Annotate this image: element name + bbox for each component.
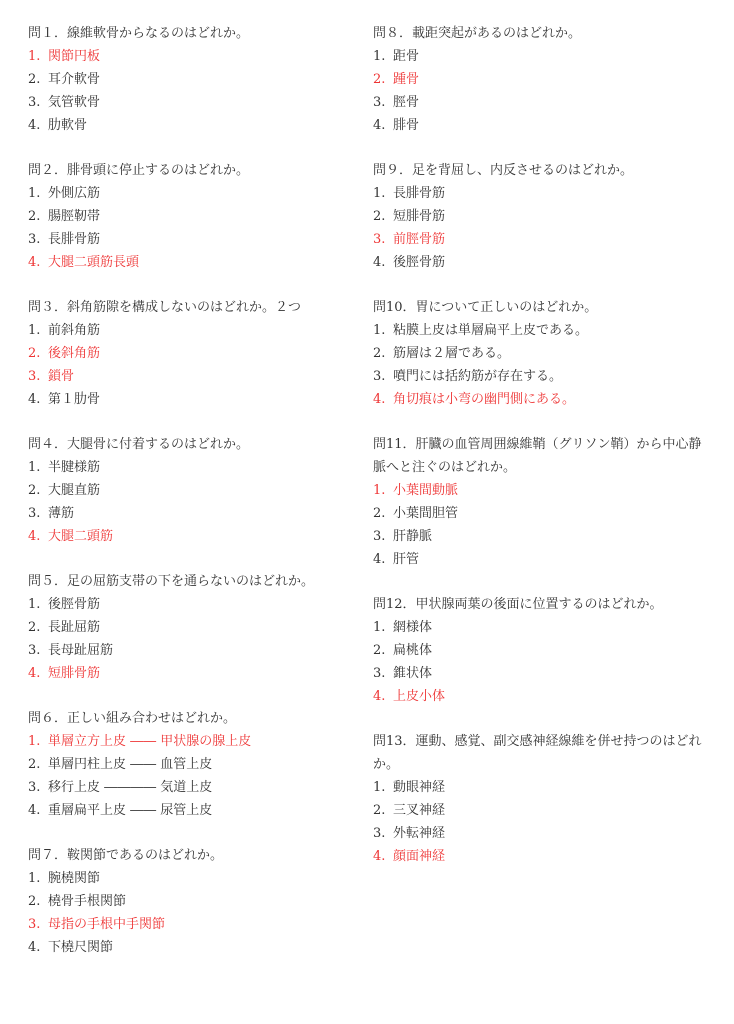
option-text: 錐状体	[393, 666, 433, 681]
option-number: 1.	[28, 49, 41, 64]
option-text: 長趾屈筋	[48, 620, 101, 635]
question-block	[373, 433, 713, 571]
option-text: 大腿二頭筋	[48, 529, 114, 544]
option-number: 2.	[28, 483, 41, 498]
answer-option	[28, 799, 348, 822]
option-number: 2.	[28, 209, 41, 224]
option-number: 2.	[373, 506, 386, 521]
option-text: 大腿二頭筋長頭	[48, 255, 140, 270]
option-number: 4.	[373, 392, 386, 407]
option-text: 鎖骨	[48, 369, 75, 384]
option-number: 1.	[28, 460, 41, 475]
option-number: 1.	[373, 620, 386, 635]
question-block	[28, 707, 348, 822]
option-number: 1.	[373, 49, 386, 64]
answer-option	[373, 502, 713, 525]
question-text: 問９．足を背屈し、内反させるのはどれか。	[373, 163, 634, 178]
answer-option	[28, 228, 348, 251]
question-text: 問３．斜角筋隙を構成しないのはどれか。２つ	[28, 300, 302, 315]
answer-option	[28, 388, 348, 411]
option-text: 顔面神経	[393, 849, 446, 864]
option-text: 母指の手根中手関節	[48, 917, 166, 932]
option-text: 脛骨	[393, 95, 420, 110]
option-text: 後斜角筋	[48, 346, 101, 361]
answer-option	[373, 114, 713, 137]
answer-option-correct	[28, 342, 348, 365]
option-number: 3.	[28, 232, 41, 247]
answer-option-correct	[373, 388, 713, 411]
option-number: 4.	[373, 552, 386, 567]
option-text: 小葉間動脈	[393, 483, 459, 498]
option-text: 短腓骨筋	[393, 209, 446, 224]
answer-option-correct	[28, 251, 348, 274]
option-number: 3.	[373, 95, 386, 110]
option-number: 1.	[373, 483, 386, 498]
option-text: 長腓骨筋	[393, 186, 446, 201]
question-block	[28, 296, 348, 411]
answer-option-correct	[28, 913, 348, 936]
option-text: 単層立方上皮 ―― 甲状腺の腺上皮	[48, 734, 252, 749]
question-text: 問10．胃について正しいのはどれか。	[373, 300, 598, 315]
option-number: 2.	[28, 620, 41, 635]
option-text: 後脛骨筋	[393, 255, 446, 270]
option-number: 2.	[373, 209, 386, 224]
option-text: 肋軟骨	[48, 118, 88, 133]
option-text: 小葉間胆管	[393, 506, 459, 521]
answer-option-correct	[373, 68, 713, 91]
answer-option	[373, 182, 713, 205]
answer-option	[373, 319, 713, 342]
option-text: 外側広筋	[48, 186, 101, 201]
option-text: 関節円板	[48, 49, 101, 64]
option-text: 三叉神経	[393, 803, 446, 818]
option-text: 耳介軟骨	[48, 72, 101, 87]
answer-option	[373, 822, 713, 845]
answer-option	[28, 114, 348, 137]
option-text: 後脛骨筋	[48, 597, 101, 612]
answer-option-correct	[28, 365, 348, 388]
answer-option	[28, 593, 348, 616]
answer-option	[28, 890, 348, 913]
answer-option	[373, 799, 713, 822]
answer-option-correct	[28, 525, 348, 548]
option-number: 1.	[28, 871, 41, 886]
option-text: 気管軟骨	[48, 95, 101, 110]
answer-option	[28, 776, 348, 799]
question-block	[373, 593, 713, 708]
option-text: 長腓骨筋	[48, 232, 101, 247]
answer-option	[28, 502, 348, 525]
answer-option-correct	[28, 662, 348, 685]
option-text: 噴門には括約筋が存在する。	[393, 369, 563, 384]
answer-option	[28, 616, 348, 639]
option-number: 4.	[28, 392, 41, 407]
option-number: 3.	[373, 369, 386, 384]
answer-option-correct	[373, 228, 713, 251]
option-text: 粘膜上皮は単層扁平上皮である。	[393, 323, 589, 338]
option-text: 上皮小体	[393, 689, 446, 704]
answer-option	[373, 251, 713, 274]
option-number: 2.	[373, 643, 386, 658]
option-number: 4.	[373, 255, 386, 270]
option-number: 4.	[28, 529, 41, 544]
option-number: 2.	[28, 346, 41, 361]
answer-option	[28, 205, 348, 228]
answer-option	[28, 479, 348, 502]
option-text: 外転神経	[393, 826, 446, 841]
option-number: 1.	[28, 597, 41, 612]
option-number: 3.	[373, 529, 386, 544]
option-text: 網様体	[393, 620, 433, 635]
answer-option	[373, 91, 713, 114]
option-number: 2.	[373, 803, 386, 818]
answer-option-correct	[373, 845, 713, 868]
option-number: 3.	[373, 826, 386, 841]
answer-option	[373, 776, 713, 799]
option-number: 2.	[28, 894, 41, 909]
question-block	[28, 844, 348, 959]
answer-option	[373, 45, 713, 68]
option-text: 扁桃体	[393, 643, 433, 658]
option-number: 1.	[28, 734, 41, 749]
answer-option-correct	[373, 479, 713, 502]
answer-option-correct	[373, 685, 713, 708]
option-number: 3.	[28, 95, 41, 110]
question-text: 問４．大腿骨に付着するのはどれか。	[28, 437, 250, 452]
question-text: 問２．腓骨頭に停止するのはどれか。	[28, 163, 250, 178]
option-number: 3.	[28, 506, 41, 521]
answer-option	[28, 936, 348, 959]
question-block	[28, 22, 348, 137]
option-number: 4.	[373, 118, 386, 133]
option-number: 1.	[28, 186, 41, 201]
answer-option	[28, 68, 348, 91]
option-number: 4.	[373, 849, 386, 864]
question-text: 問11．肝臓の血管周囲線維鞘（グリソン鞘）から中心静脈へと注ぐのはどれか。	[373, 437, 702, 475]
answer-option	[373, 205, 713, 228]
option-text: 前脛骨筋	[393, 232, 446, 247]
answer-option	[28, 639, 348, 662]
question-block	[373, 730, 713, 868]
option-text: 筋層は２層である。	[393, 346, 511, 361]
option-text: 動眼神経	[393, 780, 446, 795]
option-number: 2.	[28, 757, 41, 772]
question-block	[28, 433, 348, 548]
question-text: 問８．載距突起があるのはどれか。	[373, 26, 582, 41]
left-column	[28, 22, 348, 981]
answer-option	[373, 525, 713, 548]
option-number: 4.	[28, 118, 41, 133]
option-text: 薄筋	[48, 506, 75, 521]
answer-option	[373, 616, 713, 639]
question-block	[373, 159, 713, 274]
option-text: 角切痕は小弯の幽門側にある。	[393, 392, 576, 407]
option-number: 2.	[373, 72, 386, 87]
option-number: 3.	[28, 643, 41, 658]
option-number: 1.	[373, 323, 386, 338]
option-text: 腓骨	[393, 118, 420, 133]
option-number: 2.	[28, 72, 41, 87]
option-text: 重層扁平上皮 ―― 尿管上皮	[48, 803, 213, 818]
question-text: 問６．正しい組み合わせはどれか。	[28, 711, 237, 726]
question-block	[28, 159, 348, 274]
option-text: 踵骨	[393, 72, 420, 87]
question-block	[373, 22, 713, 137]
option-number: 4.	[373, 689, 386, 704]
option-number: 4.	[28, 940, 41, 955]
question-text: 問12．甲状腺両葉の後面に位置するのはどれか。	[373, 597, 663, 612]
option-number: 1.	[373, 186, 386, 201]
answer-option	[373, 639, 713, 662]
option-number: 4.	[28, 666, 41, 681]
option-text: 大腿直筋	[48, 483, 101, 498]
option-number: 3.	[373, 666, 386, 681]
option-text: 短腓骨筋	[48, 666, 101, 681]
option-number: 4.	[28, 255, 41, 270]
question-block	[28, 570, 348, 685]
option-number: 3.	[373, 232, 386, 247]
answer-option	[28, 456, 348, 479]
option-number: 3.	[28, 917, 41, 932]
option-number: 3.	[28, 780, 41, 795]
option-text: 肝管	[393, 552, 420, 567]
answer-option-correct	[28, 730, 348, 753]
option-text: 長母趾屈筋	[48, 643, 114, 658]
option-text: 単層円柱上皮 ―― 血管上皮	[48, 757, 213, 772]
answer-option	[373, 342, 713, 365]
option-text: 半腱様筋	[48, 460, 101, 475]
answer-option	[28, 182, 348, 205]
right-column	[373, 22, 713, 890]
option-text: 第１肋骨	[48, 392, 101, 407]
option-number: 1.	[28, 323, 41, 338]
option-text: 腕橈関節	[48, 871, 101, 886]
question-text: 問１．線維軟骨からなるのはどれか。	[28, 26, 250, 41]
option-text: 腸脛靭帯	[48, 209, 101, 224]
answer-option	[28, 753, 348, 776]
answer-option	[373, 662, 713, 685]
option-number: 3.	[28, 369, 41, 384]
answer-option	[28, 867, 348, 890]
option-number: 4.	[28, 803, 41, 818]
answer-option	[28, 91, 348, 114]
question-text: 問13．運動、感覚、副交感神経線維を併せ持つのはどれか。	[373, 734, 702, 772]
option-text: 距骨	[393, 49, 420, 64]
question-text: 問７．鞍関節であるのはどれか。	[28, 848, 224, 863]
answer-option	[28, 319, 348, 342]
answer-option	[373, 365, 713, 388]
option-number: 1.	[373, 780, 386, 795]
option-text: 移行上皮 ―――― 気道上皮	[48, 780, 213, 795]
answer-option	[373, 548, 713, 571]
option-text: 肝静脈	[393, 529, 433, 544]
option-text: 前斜角筋	[48, 323, 101, 338]
question-text: 問５．足の屈筋支帯の下を通らないのはどれか。	[28, 574, 315, 589]
answer-option-correct	[28, 45, 348, 68]
option-number: 2.	[373, 346, 386, 361]
question-block	[373, 296, 713, 411]
option-text: 下橈尺関節	[48, 940, 114, 955]
option-text: 橈骨手根関節	[48, 894, 127, 909]
